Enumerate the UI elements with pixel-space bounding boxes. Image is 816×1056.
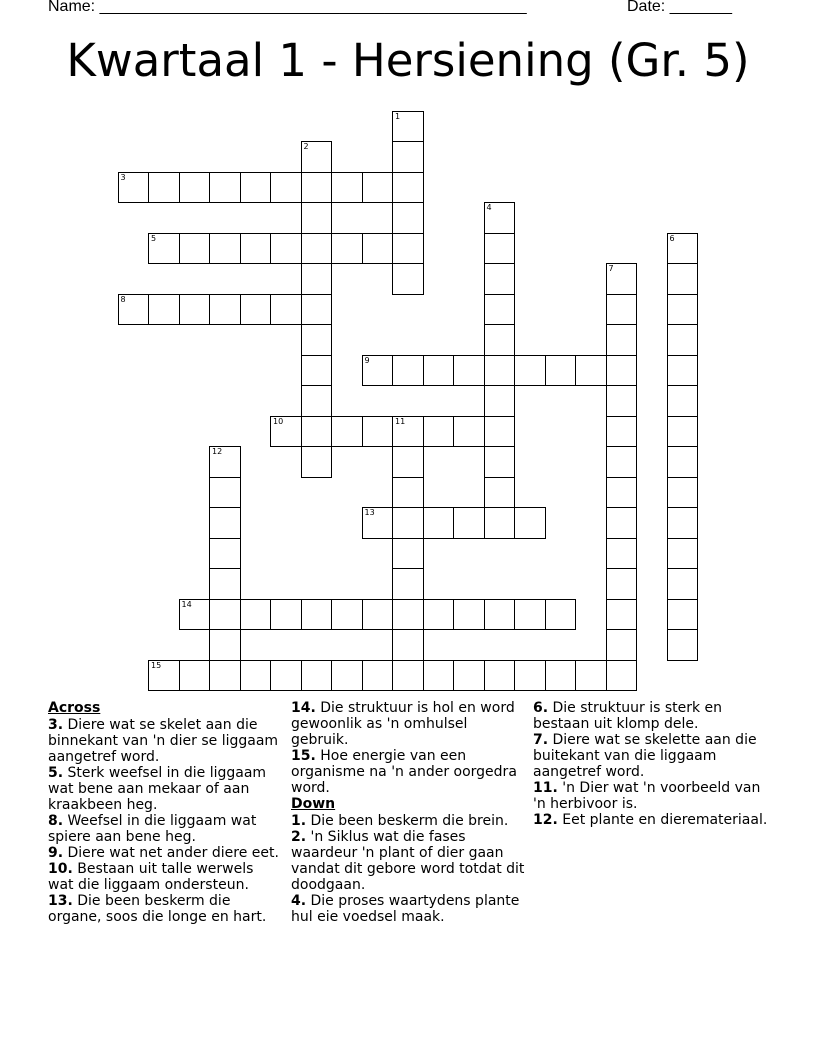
across-clue-3: 3. Diere wat se skelet aan die binnekant van 'n dier se liggaam aangetref word.: [48, 717, 279, 765]
crossword-cell[interactable]: [667, 507, 699, 539]
crossword-cell[interactable]: [453, 416, 485, 448]
crossword-cell[interactable]: [270, 599, 302, 631]
across-clue-14: 14. Die struktuur is hol en word gewoonlik as 'n omhulsel gebruik.: [291, 700, 515, 748]
crossword-cell[interactable]: [301, 324, 333, 356]
crossword-cell[interactable]: [392, 507, 424, 539]
crossword-cell[interactable]: [667, 416, 699, 448]
crossword-cell[interactable]: [545, 660, 577, 692]
down-clue-1: 1. Die been beskerm die brein.: [291, 813, 509, 829]
crossword-cell[interactable]: [301, 233, 333, 265]
clue-number: 9: [364, 355, 370, 365]
crossword-cell[interactable]: [606, 507, 638, 539]
crossword-cell[interactable]: [148, 294, 180, 326]
crossword-cell[interactable]: [484, 355, 516, 387]
crossword-cell[interactable]: [423, 416, 455, 448]
crossword-cell[interactable]: [667, 385, 699, 417]
clue-number: 13: [364, 508, 375, 517]
crossword-cell[interactable]: [606, 477, 638, 509]
crossword-cell[interactable]: [331, 599, 363, 631]
crossword-cell[interactable]: [209, 446, 241, 478]
across-clue-10: 10. Bestaan uit talle werwels wat die liggaam ondersteun.: [48, 861, 254, 893]
across-clue-15: 15. Hoe energie van een organisme na 'n ander oorgedra word.: [291, 748, 517, 796]
crossword-cell[interactable]: [179, 233, 211, 265]
crossword-cell[interactable]: [362, 416, 394, 448]
crossword-cell[interactable]: [484, 507, 516, 539]
crossword-cell[interactable]: [606, 538, 638, 570]
crossword-cell[interactable]: [392, 355, 424, 387]
crossword-cell[interactable]: [667, 599, 699, 631]
crossword-cell[interactable]: [301, 172, 333, 204]
crossword-cell[interactable]: [606, 629, 638, 661]
crossword-cell[interactable]: [362, 599, 394, 631]
crossword-cell[interactable]: [240, 172, 272, 204]
crossword-cell[interactable]: [484, 477, 516, 509]
crossword-cell[interactable]: [606, 568, 638, 600]
down-heading: Down: [291, 796, 336, 812]
crossword-cell[interactable]: [484, 416, 516, 448]
crossword-cell[interactable]: [453, 507, 485, 539]
crossword-cell[interactable]: [606, 599, 638, 631]
down-clue-2: 2. 'n Siklus wat die fases waardeur 'n plant of dier gaan vandat dit gebore word totdat dit doodgaan.: [291, 829, 525, 893]
crossword-cell[interactable]: [270, 294, 302, 326]
clues-column-2: [291, 700, 529, 925]
crossword-cell[interactable]: [148, 660, 180, 692]
clues-column-1: [48, 700, 280, 925]
crossword-cell[interactable]: [331, 233, 363, 265]
across-clue-13: 13. Die been beskerm die organe, soos die longe en hart.: [48, 893, 267, 925]
clue-number: 1: [395, 111, 401, 121]
crossword-cell[interactable]: [209, 477, 241, 509]
crossword-cell[interactable]: [606, 660, 638, 692]
clue-number: 5: [151, 233, 157, 243]
crossword-cell[interactable]: [301, 446, 333, 478]
crossword-cell[interactable]: [606, 446, 638, 478]
crossword-cell[interactable]: [392, 111, 424, 143]
crossword-cell[interactable]: [209, 599, 241, 631]
crossword-cell[interactable]: [392, 141, 424, 173]
across-clue-8: 8. Weefsel in die liggaam wat spiere aan bene heg.: [48, 813, 257, 845]
crossword-cell[interactable]: [392, 263, 424, 295]
crossword-cell[interactable]: [514, 660, 546, 692]
name-field-label: Name: ________________________________________________: [48, 0, 527, 15]
crossword-cell[interactable]: [392, 202, 424, 234]
crossword-cell[interactable]: [148, 233, 180, 265]
crossword-cell[interactable]: [392, 538, 424, 570]
crossword-cell[interactable]: [575, 660, 607, 692]
crossword-cell[interactable]: [423, 507, 455, 539]
crossword-cell[interactable]: [484, 599, 516, 631]
crossword-cell[interactable]: [667, 263, 699, 295]
crossword-cell[interactable]: [209, 233, 241, 265]
across-clue-5: 5. Sterk weefsel in die liggaam wat bene aan mekaar of aan kraakbeen heg.: [48, 765, 267, 813]
date-field-label: Date: _______: [627, 0, 732, 15]
crossword-cell[interactable]: [301, 202, 333, 234]
crossword-cell[interactable]: [606, 385, 638, 417]
crossword-cell[interactable]: [392, 477, 424, 509]
crossword-cell[interactable]: [392, 446, 424, 478]
crossword-cell[interactable]: [575, 355, 607, 387]
crossword-cell[interactable]: [301, 263, 333, 295]
clue-number: 8: [120, 294, 126, 304]
clue-number: 11: [395, 416, 406, 426]
crossword-cell[interactable]: [545, 599, 577, 631]
crossword-cell[interactable]: [514, 355, 546, 387]
crossword-cell[interactable]: [118, 294, 150, 326]
crossword-cell[interactable]: [209, 507, 241, 539]
clue-number: 15: [151, 660, 162, 670]
crossword-cell[interactable]: [209, 538, 241, 570]
down-clue-7: 7. Diere wat se skelette aan die buitekant van die liggaam aangetref word.: [533, 732, 757, 780]
across-clue-9: 9. Diere wat net ander diere eet.: [48, 845, 279, 861]
crossword-cell[interactable]: [362, 172, 394, 204]
crossword-cell[interactable]: [667, 629, 699, 661]
crossword-cell[interactable]: [514, 599, 546, 631]
down-clue-4: 4. Die proses waartydens plante hul eie voedsel maak.: [291, 893, 520, 925]
down-clue-6: 6. Die struktuur is sterk en bestaan uit klomp dele.: [533, 700, 723, 732]
crossword-cell[interactable]: [606, 324, 638, 356]
crossword-cell[interactable]: [484, 233, 516, 265]
clue-number: 14: [181, 599, 192, 609]
clue-number: 4: [486, 203, 492, 212]
crossword-cell[interactable]: [301, 416, 333, 448]
crossword-cell[interactable]: [392, 568, 424, 600]
crossword-cell[interactable]: [240, 660, 272, 692]
crossword-cell[interactable]: [484, 324, 516, 356]
crossword-cell[interactable]: [331, 660, 363, 692]
crossword-cell[interactable]: [301, 599, 333, 631]
crossword-cell[interactable]: [667, 568, 699, 600]
crossword-cell[interactable]: [270, 233, 302, 265]
clue-number: 3: [120, 172, 126, 182]
clue-number: 12: [212, 447, 223, 456]
crossword-cell[interactable]: [606, 294, 638, 326]
crossword-cell[interactable]: [484, 385, 516, 417]
crossword-cell[interactable]: [667, 538, 699, 570]
crossword-cell[interactable]: [240, 294, 272, 326]
crossword-cell[interactable]: [179, 599, 211, 631]
crossword-cell[interactable]: [270, 172, 302, 204]
crossword-cell[interactable]: [667, 294, 699, 326]
crossword-cell[interactable]: [301, 141, 333, 173]
clue-number: 10: [273, 416, 284, 426]
crossword-cell[interactable]: [606, 263, 638, 295]
crossword-cell[interactable]: [209, 568, 241, 600]
crossword-cell[interactable]: [148, 172, 180, 204]
crossword-cell[interactable]: [331, 416, 363, 448]
crossword-cell[interactable]: [362, 355, 394, 387]
crossword-cell[interactable]: [118, 172, 150, 204]
crossword-cell[interactable]: [667, 477, 699, 509]
crossword-cell[interactable]: [270, 660, 302, 692]
down-clue-12: 12. Eet plante en dieremateriaal.: [533, 812, 768, 828]
crossword-cell[interactable]: [423, 660, 455, 692]
crossword-cell[interactable]: [514, 507, 546, 539]
crossword-cell[interactable]: [392, 660, 424, 692]
crossword-cell[interactable]: [453, 660, 485, 692]
crossword-cell[interactable]: [331, 172, 363, 204]
clues-column-3: [533, 700, 769, 828]
crossword-cell[interactable]: [484, 263, 516, 295]
crossword-cell[interactable]: [606, 355, 638, 387]
crossword-cell[interactable]: [545, 355, 577, 387]
crossword-cell[interactable]: [301, 385, 333, 417]
down-clue-11: 11. 'n Dier wat 'n voorbeeld van 'n herbivoor is.: [533, 780, 761, 812]
crossword-cell[interactable]: [392, 172, 424, 204]
crossword-cell[interactable]: [209, 294, 241, 326]
page-title: Kwartaal 1 - Hersiening (Gr. 5): [66, 34, 750, 87]
crossword-cell[interactable]: [362, 660, 394, 692]
crossword-cell[interactable]: [392, 599, 424, 631]
across-heading: Across: [48, 700, 101, 716]
crossword-cell[interactable]: [453, 355, 485, 387]
crossword-cell[interactable]: [270, 416, 302, 448]
crossword-cell[interactable]: [301, 660, 333, 692]
crossword-cell[interactable]: [392, 629, 424, 661]
crossword-cell[interactable]: [606, 416, 638, 448]
crossword-cell[interactable]: [484, 660, 516, 692]
crossword-cell[interactable]: [179, 172, 211, 204]
crossword-cell[interactable]: [209, 660, 241, 692]
crossword-cell[interactable]: [240, 233, 272, 265]
crossword-cell[interactable]: [423, 355, 455, 387]
crossword-cell[interactable]: [209, 629, 241, 661]
crossword-cell[interactable]: [362, 233, 394, 265]
crossword-cell[interactable]: [667, 233, 699, 265]
crossword-cell[interactable]: [453, 599, 485, 631]
crossword-cell[interactable]: [484, 294, 516, 326]
crossword-cell[interactable]: [392, 233, 424, 265]
clue-number: 6: [669, 233, 675, 243]
crossword-cell[interactable]: [667, 324, 699, 356]
crossword-cell[interactable]: [362, 507, 394, 539]
crossword-cell[interactable]: [209, 172, 241, 204]
crossword-cell[interactable]: [667, 355, 699, 387]
crossword-cell[interactable]: [484, 446, 516, 478]
crossword-cell[interactable]: [423, 599, 455, 631]
clue-number: 2: [303, 142, 309, 151]
crossword-cell[interactable]: [667, 446, 699, 478]
crossword-cell[interactable]: [179, 660, 211, 692]
crossword-cell[interactable]: [179, 294, 211, 326]
crossword-cell[interactable]: [392, 416, 424, 448]
crossword-cell[interactable]: [240, 599, 272, 631]
clue-number: 7: [608, 264, 614, 273]
crossword-cell[interactable]: [301, 294, 333, 326]
crossword-cell[interactable]: [484, 202, 516, 234]
crossword-cell[interactable]: [301, 355, 333, 387]
